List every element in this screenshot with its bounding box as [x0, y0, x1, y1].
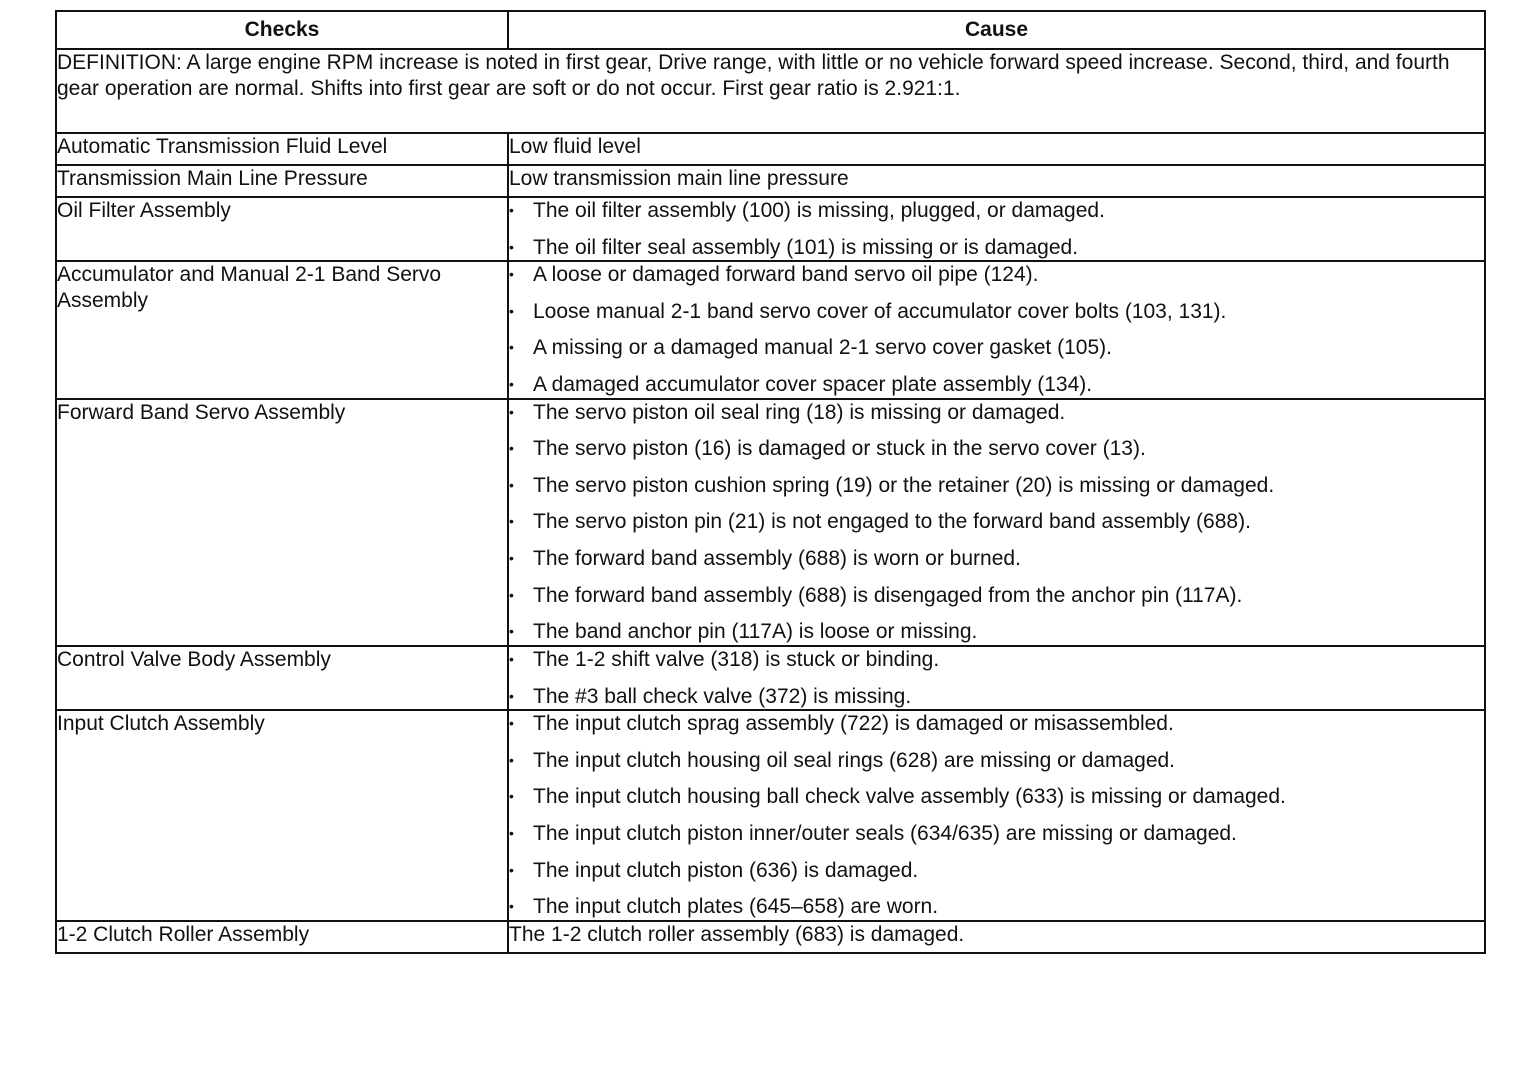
- cause-item: • A missing or a damaged manual 2-1 servo cover gasket (105).: [509, 335, 1484, 361]
- table-row: [56, 197, 1485, 261]
- cause-item: • The servo piston (16) is damaged or stuck in the servo cover (13).: [509, 436, 1484, 462]
- definition-text: DEFINITION: A large engine RPM increase is noted in first gear, Drive range, with little or no vehicle forward speed increase. Second, third, and fourth gear operation are normal. Shifts into first gear are soft or do not occur. First gear ratio is 2.921:1.: [56, 49, 1485, 133]
- cause-item: • The oil filter seal assembly (101) is missing or is damaged.: [509, 235, 1484, 261]
- cause-item: • A loose or damaged forward band servo oil pipe (124).: [509, 262, 1484, 288]
- cause-item: • The 1-2 shift valve (318) is stuck or binding.: [509, 647, 1484, 673]
- cause-item: • The servo piston oil seal ring (18) is missing or damaged.: [509, 400, 1484, 426]
- cause-item: • Loose manual 2-1 band servo cover of accumulator cover bolts (103, 131).: [509, 299, 1484, 325]
- cause-item: • The servo piston pin (21) is not engaged to the forward band assembly (688).: [509, 509, 1484, 535]
- table-row: [56, 399, 1485, 646]
- cause-list: [509, 262, 1484, 397]
- check-cell: Forward Band Servo Assembly: [56, 399, 508, 646]
- header-checks: Checks: [56, 11, 508, 49]
- check-cell: Control Valve Body Assembly: [56, 646, 508, 710]
- cause-cell: [508, 261, 1485, 398]
- cause-item: • The band anchor pin (117A) is loose or missing.: [509, 619, 1484, 645]
- diagnosis-table: [55, 10, 1486, 954]
- check-cell: Input Clutch Assembly: [56, 710, 508, 921]
- table-row: [56, 646, 1485, 710]
- cause-list: [509, 198, 1484, 260]
- cause-cell: The 1-2 clutch roller assembly (683) is damaged.: [508, 921, 1485, 953]
- cause-item: • A damaged accumulator cover spacer plate assembly (134).: [509, 372, 1484, 398]
- table-row: [56, 165, 1485, 197]
- definition-row: [56, 49, 1485, 133]
- table-row: [56, 261, 1485, 398]
- table-row: [56, 133, 1485, 165]
- cause-item: • The input clutch plates (645–658) are worn.: [509, 894, 1484, 920]
- check-cell: 1-2 Clutch Roller Assembly: [56, 921, 508, 953]
- cause-item: • The oil filter assembly (100) is missing, plugged, or damaged.: [509, 198, 1484, 224]
- table-row: [56, 921, 1485, 953]
- cause-list: [509, 400, 1484, 645]
- table-row: [56, 710, 1485, 921]
- cause-cell: Low transmission main line pressure: [508, 165, 1485, 197]
- cause-item: • The input clutch sprag assembly (722) is damaged or misassembled.: [509, 711, 1484, 737]
- cause-item: • The forward band assembly (688) is disengaged from the anchor pin (117A).: [509, 583, 1484, 609]
- cause-cell: [508, 710, 1485, 921]
- table-header-row: [56, 11, 1485, 49]
- cause-item: • The input clutch piston inner/outer seals (634/635) are missing or damaged.: [509, 821, 1484, 847]
- cause-list: [509, 647, 1484, 709]
- cause-cell: [508, 197, 1485, 261]
- check-cell: Oil Filter Assembly: [56, 197, 508, 261]
- cause-item: • The input clutch housing oil seal rings (628) are missing or damaged.: [509, 748, 1484, 774]
- cause-list: [509, 711, 1484, 920]
- cause-item: • The input clutch housing ball check valve assembly (633) is missing or damaged.: [509, 784, 1484, 810]
- cause-item: • The forward band assembly (688) is worn or burned.: [509, 546, 1484, 572]
- cause-item: • The servo piston cushion spring (19) or the retainer (20) is missing or damaged.: [509, 473, 1484, 499]
- cause-cell: Low fluid level: [508, 133, 1485, 165]
- cause-cell: [508, 399, 1485, 646]
- cause-cell: [508, 646, 1485, 710]
- check-cell: Automatic Transmission Fluid Level: [56, 133, 508, 165]
- check-cell: Accumulator and Manual 2-1 Band Servo Assembly: [56, 261, 508, 398]
- cause-item: • The input clutch piston (636) is damaged.: [509, 858, 1484, 884]
- header-cause: Cause: [508, 11, 1485, 49]
- check-cell: Transmission Main Line Pressure: [56, 165, 508, 197]
- cause-item: • The #3 ball check valve (372) is missing.: [509, 684, 1484, 710]
